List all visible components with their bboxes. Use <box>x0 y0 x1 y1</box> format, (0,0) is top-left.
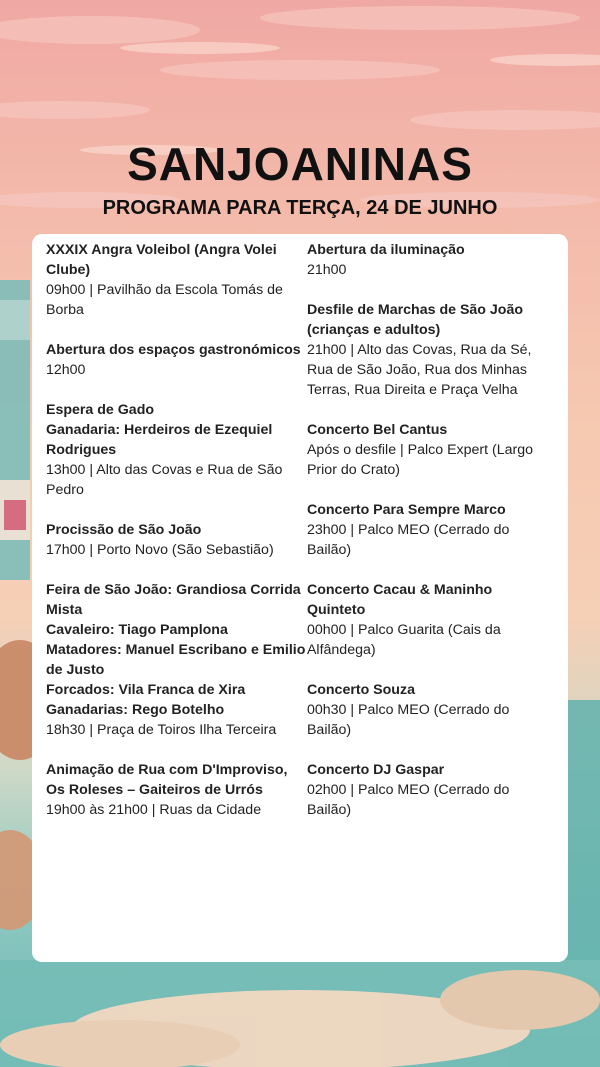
program-event <box>46 400 307 500</box>
event-title: Abertura da iluminação <box>306 242 465 258</box>
event-title: Abertura dos espaços gastronómicos <box>46 342 301 358</box>
event-subtitle: Matadores: Manuel Escribano e Emilio de Justo <box>46 642 306 678</box>
event-title: XXXIX Angra Voleibol (Angra Volei Clube) <box>46 242 277 278</box>
event-subtitle: Cavaleiro: Tiago Pamplona <box>46 622 228 638</box>
event-time-location: 23h00 | Palco MEO (Cerrado do Bailão) <box>306 522 510 558</box>
program-event <box>46 240 307 320</box>
program-event <box>307 420 554 480</box>
left-column <box>46 240 307 840</box>
event-subtitle: Forcados: Vila Franca de Xira <box>46 682 246 698</box>
event-title: Concerto Cacau & Maninho Quinteto <box>306 582 493 618</box>
event-time-location: Após o desfile | Palco Expert (Largo Prior do Crato) <box>306 442 534 478</box>
event-title: Animação de Rua com D'Improviso, Os Roleses – Gaiteiros de Urrós <box>46 762 288 798</box>
right-column <box>307 240 554 840</box>
program-event <box>307 760 554 820</box>
event-time-location: 00h00 | Palco Guarita (Cais da Alfândega) <box>306 622 501 658</box>
event-title: Procissão de São João <box>46 522 202 538</box>
event-time-location: 17h00 | Porto Novo (São Sebastião) <box>46 542 274 558</box>
program-card <box>32 234 568 962</box>
page-title: SANJOANINAS <box>127 138 473 190</box>
event-title: Concerto DJ Gaspar <box>306 762 445 778</box>
program-event <box>307 240 554 280</box>
program-event <box>307 680 554 740</box>
event-title: Espera de Gado <box>46 402 155 418</box>
event-title: Desfile de Marchas de São João (crianças e adultos) <box>306 302 524 338</box>
event-subtitle: Ganadaria: Herdeiros de Ezequiel Rodrigues <box>46 422 273 458</box>
header <box>0 138 600 220</box>
event-title: Feira de São João: Grandiosa Corrida Mista <box>46 582 301 618</box>
program-event <box>46 580 307 740</box>
event-time-location: 21h00 <box>306 262 347 278</box>
event-title: Concerto Souza <box>306 682 415 698</box>
program-event <box>46 520 307 560</box>
event-time-location: 19h00 às 21h00 | Ruas da Cidade <box>46 802 262 818</box>
event-title: Concerto Bel Cantus <box>306 422 448 438</box>
event-time-location: 02h00 | Palco MEO (Cerrado do Bailão) <box>306 782 510 818</box>
event-time-location: 09h00 | Pavilhão da Escola Tomás de Borba <box>46 282 283 318</box>
program-event <box>307 580 554 660</box>
program-event <box>46 760 307 820</box>
page-subtitle: PROGRAMA PARA TERÇA, 24 DE JUNHO <box>102 197 498 219</box>
event-time-location: 12h00 <box>46 362 86 378</box>
event-time-location: 13h00 | Alto das Covas e Rua de São Pedro <box>46 462 283 498</box>
event-time-location: 18h30 | Praça de Toiros Ilha Terceira <box>46 722 277 738</box>
program-event <box>307 300 554 400</box>
event-time-location: 00h30 | Palco MEO (Cerrado do Bailão) <box>306 702 510 738</box>
program-event <box>46 340 307 380</box>
program-event <box>307 500 554 560</box>
event-title: Concerto Para Sempre Marco <box>306 502 506 518</box>
event-time-location: 21h00 | Alto das Covas, Rua da Sé, Rua de São João, Rua dos Minhas Terras, Rua Direita e Praça Velha <box>306 342 532 398</box>
program-columns <box>46 240 554 840</box>
event-subtitle: Ganadarias: Rego Botelho <box>46 702 225 718</box>
left-building <box>0 280 30 580</box>
